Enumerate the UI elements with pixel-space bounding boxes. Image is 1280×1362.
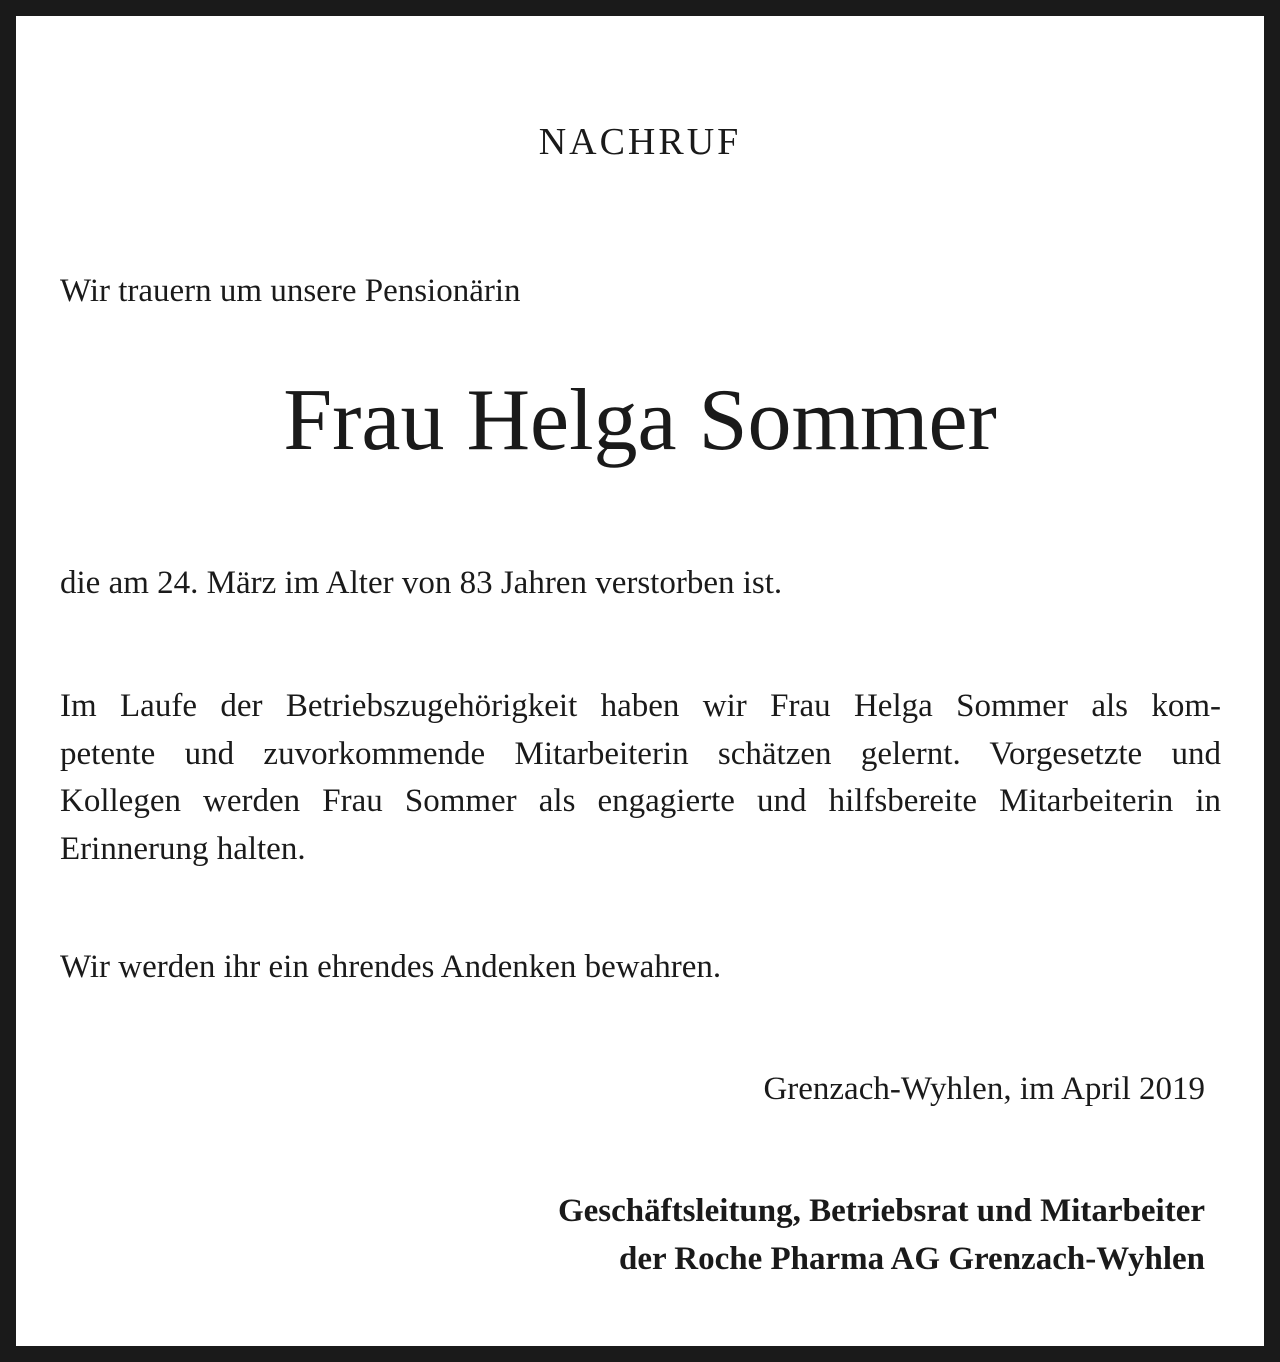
death-line: die am 24. März im Alter von 83 Jahren verstorben ist.: [60, 565, 783, 601]
tribute-line: Kollegen werden Frau Sommer als engagierte und hilfsbereite Mitarbeiterin in: [60, 783, 1221, 819]
intro-line: Wir trauern um unsere Pensionärin: [60, 273, 521, 309]
place-date: Grenzach-Wyhlen, im April 2019: [763, 1071, 1205, 1107]
tribute-line: Erinnerung halten.: [60, 830, 306, 867]
signature-block: [558, 1187, 1205, 1283]
signature-line: Geschäftsleitung, Betriebsrat und Mitarbeiter: [557, 1193, 1205, 1229]
deceased-name: Frau Helga Sommer: [283, 372, 997, 469]
tribute-paragraph: [60, 683, 1221, 873]
notice-heading: NACHRUF: [538, 121, 742, 163]
tribute-line: Im Laufe der Betriebszugehörigkeit haben wir Frau Helga Sommer als kom-: [60, 688, 1221, 724]
closing-line: Wir werden ihr ein ehrendes Andenken bewahren.: [60, 949, 722, 985]
tribute-line: petente und zuvorkommende Mitarbeiterin schätzen gelernt. Vorgesetzte und: [60, 735, 1221, 772]
signature-line: der Roche Pharma AG Grenzach-Wyhlen: [618, 1241, 1205, 1277]
